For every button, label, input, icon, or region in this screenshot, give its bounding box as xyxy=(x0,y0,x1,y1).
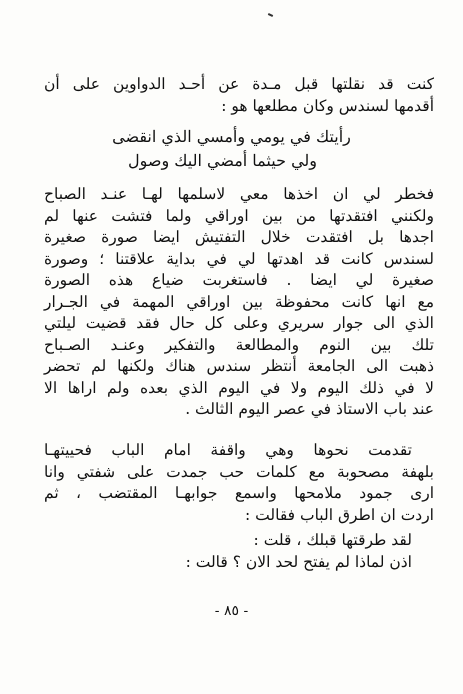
text-line: ذهبت الى الجامعة أنتظر سندس هناك ولكنها لم تحضر xyxy=(44,357,434,375)
text-line: اردت ان اطرق الباب فقالت : xyxy=(245,505,434,524)
dialogue-line: اذن لماذا لم يفتح لحد الان ؟ قالت : xyxy=(185,552,412,571)
text-line: بلهفة مصحوبة مع كلمات حب جمدت على شفتي وانا xyxy=(44,462,434,481)
last-paragraph xyxy=(44,440,434,526)
text-line: تلك بين النوم والمطالعة والتفكير وعنـد الصـباح xyxy=(44,335,434,354)
text-line: لا في ذلك اليوم ولا في اليوم الذي بعده ولم اراها الا xyxy=(44,378,434,397)
text-line: لسندس كانت قد اهدتها لي في بداية علاقتنا ؛ وصورة xyxy=(44,249,434,268)
poem-verse-line: ولي حيثما أمضي اليك وصول xyxy=(127,151,317,170)
text-line: فخطر لي ان اخذها معي لاسلمها لهـا عنـد الصباح xyxy=(44,185,434,203)
text-line: الذي الى جوار سريري وعلى كل حال فقد قضيت ليلتي xyxy=(44,314,434,332)
text-line: اجدها بل افتقدت خلال التفتيش ايضا صورة صغيرة xyxy=(44,228,434,246)
text-line: عند باب الاستاذ في عصر اليوم الثالث . xyxy=(185,400,434,418)
text-line: ارى جمود ملامحها واسمع جوابهـا المقتضب ، ثم xyxy=(44,484,434,502)
text-line: كنت قد نقلتها قبل مـدة عن أحـد الدواوين على أن xyxy=(44,75,434,93)
text-line: أقدمها لسندس وكان مطلعها هو : xyxy=(221,96,434,115)
text-line: تقدمت نحوها وهي واقفة امام الباب فحييتهـا xyxy=(44,441,412,459)
text-line: صغيرة لي ايضا . فاستغربت ضياع هذه الصورة xyxy=(44,271,434,289)
text-line: مع انها كانت محفوظة بين اوراقي المهمة في الجـرار xyxy=(44,292,434,311)
ink-mark xyxy=(268,13,273,17)
dialogue-line: لقد طرقتها قبلك ، قلت : xyxy=(253,531,412,549)
poem-verse-line: رأيتك في يومي وأمسي الذي انقضى xyxy=(112,127,351,146)
dialogue-block xyxy=(44,530,434,573)
page-number: - ٨٥ - xyxy=(214,603,249,619)
intro-paragraph xyxy=(44,74,434,117)
main-paragraph xyxy=(44,184,434,421)
text-line: ولكنني افتقدتها من بين اوراقي ولما فتشت عنها لم xyxy=(44,206,434,225)
